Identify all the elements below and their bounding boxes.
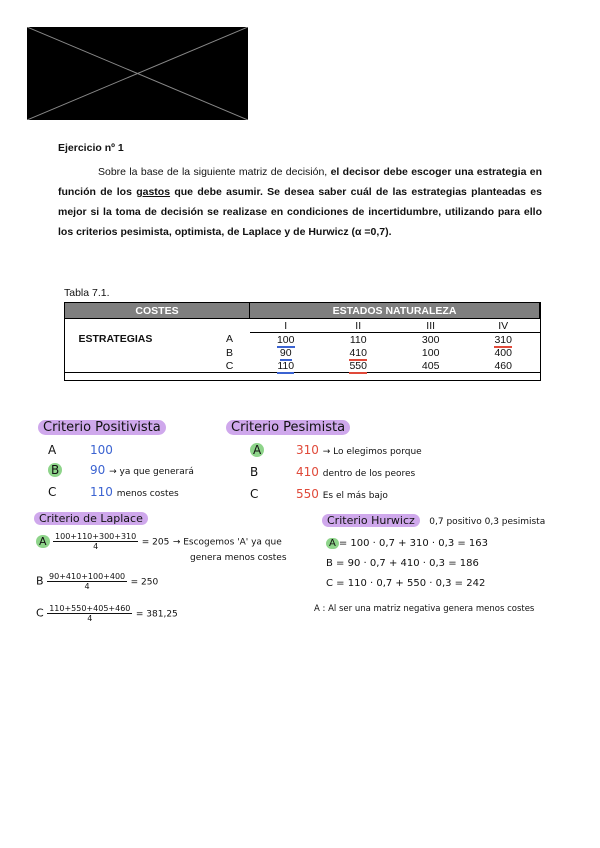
statement-intro: Sobre la base de la siguiente matriz de decisión, <box>98 166 328 178</box>
positivista-label: B <box>48 463 62 477</box>
hurwicz-c: C = 110 · 0,7 + 550 · 0,3 = 242 <box>326 578 486 589</box>
state-header: III <box>394 319 466 333</box>
row-label-estrategias: ESTRATEGIAS <box>78 333 153 346</box>
hurwicz-title: Criterio Hurwicz <box>322 514 420 527</box>
positivista-comment: → ya que generará <box>109 467 194 477</box>
matrix-cell: 300 <box>421 333 440 346</box>
positivista-label: A <box>48 443 57 457</box>
positivista-label: C <box>48 485 57 499</box>
matrix-cell: 110 <box>349 333 367 346</box>
header-costes: COSTES <box>65 303 250 319</box>
logo-placeholder <box>27 27 248 120</box>
hurwicz-a-label: A <box>326 538 339 549</box>
positivista-value: 110 <box>90 485 113 499</box>
statement-bold-1: el decisor debe escoger una estrategia en función de los <box>58 166 542 198</box>
state-header: II <box>322 319 394 333</box>
laplace-c-result: = 381,25 <box>135 609 178 620</box>
positivista-value: 100 <box>90 443 113 457</box>
positivista-title: Criterio Positivista <box>38 420 166 435</box>
pesimista-value: 410 <box>296 465 319 479</box>
header-estados: ESTADOS NATURALEZA <box>250 303 540 319</box>
matrix-cell: 310 <box>494 333 512 346</box>
matrix-cell: 110 <box>277 359 295 372</box>
statement-underlined: gastos <box>136 186 171 198</box>
hurwicz-a: = 100 · 0,7 + 310 · 0,3 = 163 <box>338 538 489 549</box>
laplace-c-label: C <box>36 606 44 620</box>
matrix-cell: 460 <box>494 359 512 372</box>
positivista-comment: menos costes <box>116 489 179 499</box>
exercise-title: Ejercicio nº 1 <box>58 142 124 154</box>
pesimista-comment: dentro de los peores <box>322 469 416 479</box>
pesimista-list <box>250 440 422 506</box>
laplace-b-label: B <box>36 574 44 588</box>
hurwicz-params: 0,7 positivo 0,3 pesimista <box>429 517 546 527</box>
laplace-a-label: A <box>36 535 50 548</box>
hurwicz-conclusion: A : Al ser una matriz negativa genera menos costes <box>314 604 535 614</box>
matrix-cell: 90 <box>279 346 292 359</box>
laplace-row-c <box>36 604 178 623</box>
hurwicz-b: B = 90 · 0,7 + 410 · 0,3 = 186 <box>326 558 479 569</box>
table-caption: Tabla 7.1. <box>64 287 110 299</box>
positivista-list <box>48 440 194 504</box>
laplace-title: Criterio de Laplace <box>34 512 148 525</box>
laplace-a-comment: → Escogemos 'A' ya que <box>172 537 282 548</box>
exercise-statement <box>58 162 542 242</box>
matrix-cell: 550 <box>349 359 367 372</box>
laplace-row-b <box>36 572 158 591</box>
laplace-a-fraction: $\frac{100+110+300+310}{4}$ <box>55 532 137 551</box>
pesimista-value: 310 <box>296 443 319 457</box>
pesimista-title: Criterio Pesimista <box>226 420 350 435</box>
matrix-cell: 100 <box>421 346 440 359</box>
matrix-cell: 405 <box>421 359 440 372</box>
laplace-b-fraction: $\frac{90+410+100+400}{4}$ <box>49 572 126 591</box>
hurwicz-header <box>322 514 545 527</box>
laplace-a-comment-2: genera menos costes <box>190 553 287 563</box>
pesimista-label: A <box>250 443 264 457</box>
strategy-name: A <box>225 333 233 346</box>
pesimista-comment: Es el más bajo <box>322 491 388 501</box>
strategy-name: B <box>225 346 233 359</box>
pesimista-value: 550 <box>296 487 319 501</box>
decision-matrix <box>64 302 540 373</box>
state-header: IV <box>467 319 540 333</box>
matrix-cell: 100 <box>276 333 295 346</box>
positivista-value: 90 <box>90 463 106 477</box>
pesimista-label: B <box>250 465 259 479</box>
laplace-c-fraction: $\frac{110+550+405+460}{4}$ <box>49 604 131 623</box>
laplace-b-result: = 250 <box>130 577 159 588</box>
matrix-cell: 410 <box>349 346 367 359</box>
strategy-name: C <box>225 359 234 372</box>
crossed-placeholder-icon <box>27 27 248 120</box>
matrix-cell: 400 <box>494 346 512 359</box>
laplace-row-a <box>36 532 282 551</box>
laplace-a-result: = 205 <box>141 537 170 548</box>
state-header: I <box>250 319 322 333</box>
pesimista-label: C <box>250 487 259 501</box>
statement-bold-2: que debe asumir. Se desea saber cuál de las estrategias planteadas es mejor si la toma de decisión se realizase en condiciones de incertidumbre, utilizando para ello los criterios pesimista, optimista, de Laplace y de Hurwicz (α =0,7). <box>58 186 542 238</box>
pesimista-comment: → Lo elegimos porque <box>322 447 422 457</box>
hurwicz-calculations <box>326 534 488 594</box>
